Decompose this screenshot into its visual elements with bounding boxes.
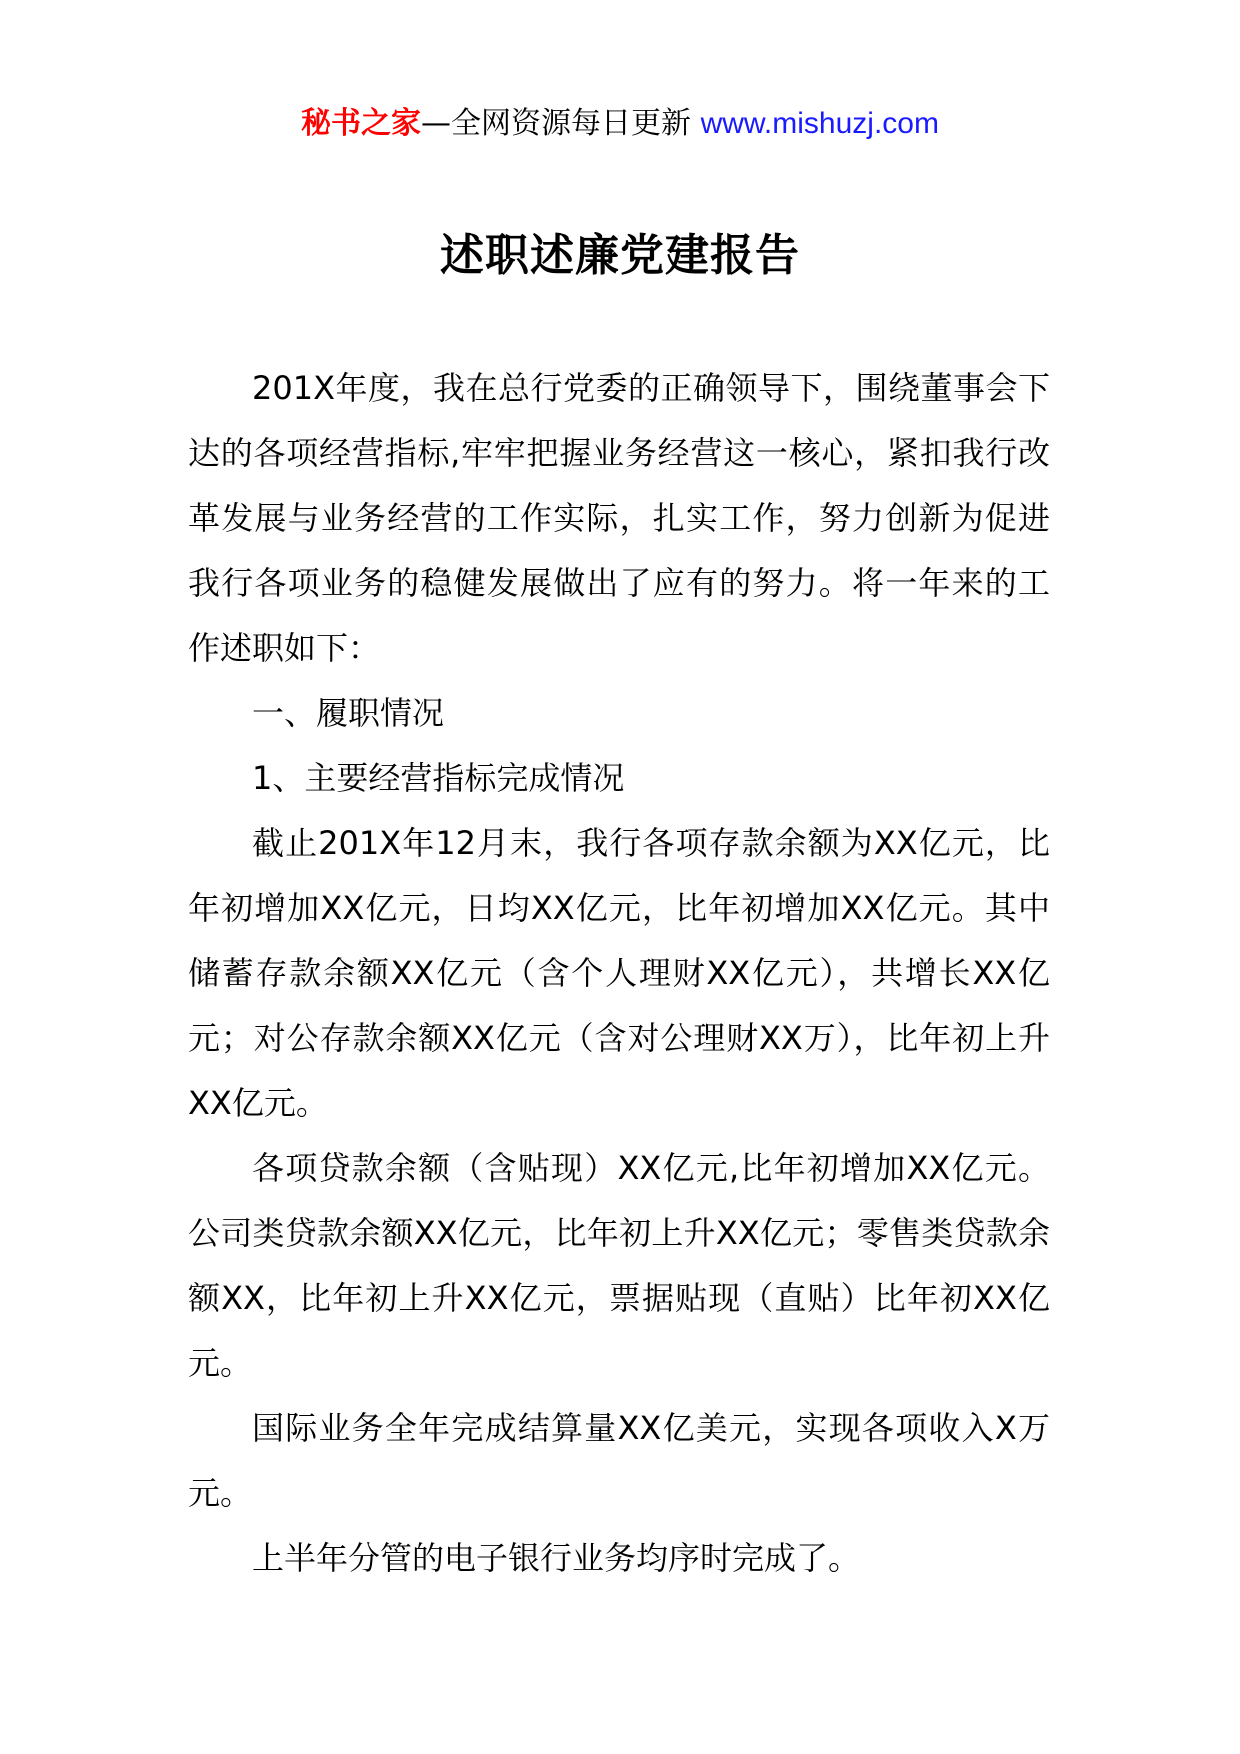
- header-slogan: —全网资源每日更新: [421, 106, 701, 141]
- section-heading: 一、履职情况: [252, 694, 445, 732]
- website-link[interactable]: www.mishuzj.com: [700, 107, 939, 140]
- paragraph-ebanking: 上半年分管的电子银行业务均序时完成了。: [252, 1539, 861, 1577]
- paragraph-international: 国际业务全年完成结算量XX亿美元，实现各项收入X万元。: [188, 1409, 1050, 1512]
- paragraph-deposits: 截止201X年12月末，我行各项存款余额为XX亿元，比年初增加XX亿元，日均XX亿元，比年初增加XX亿元。其中储蓄存款余额XX亿元（含个人理财XX亿元），共增长XX亿元；对公存款余额XX亿元（含对公理财XX万），比年初上升XX亿元。: [188, 824, 1050, 1122]
- subsection-heading: 1、主要经营指标完成情况: [252, 759, 625, 797]
- document-title: 述职述廉党建报告: [440, 230, 800, 281]
- paragraph-loans: 各项贷款余额（含贴现）XX亿元,比年初增加XX亿元。公司类贷款余额XX亿元，比年初上升XX亿元；零售类贷款余额XX，比年初上升XX亿元，票据贴现（直贴）比年初XX亿元。: [188, 1149, 1050, 1382]
- document-body: [188, 356, 1050, 1591]
- paragraph-intro: 201X年度，我在总行党委的正确领导下，围绕董事会下达的各项经营指标,牢牢把握业务经营这一核心，紧扣我行改革发展与业务经营的工作实际，扎实工作，努力创新为促进我行各项业务的稳健发展做出了应有的努力。将一年来的工作述职如下：: [188, 369, 1050, 667]
- brand-name: 秘书之家: [301, 106, 422, 141]
- site-header: [0, 100, 1240, 148]
